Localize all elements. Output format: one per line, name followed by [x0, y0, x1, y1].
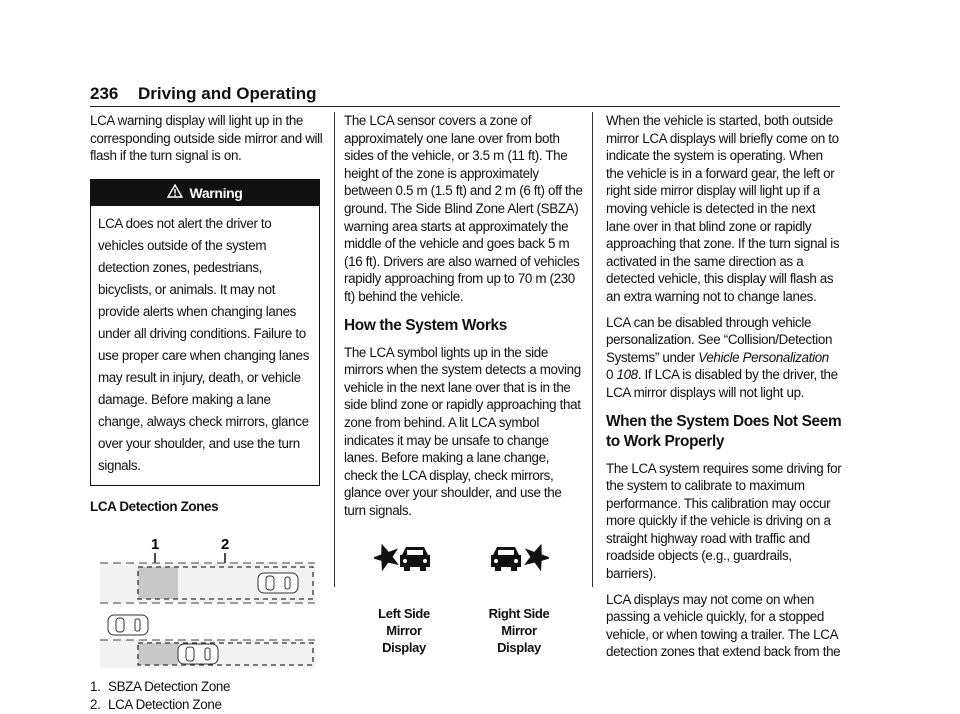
lca-detection-zones-diagram: [90, 523, 320, 668]
how-it-works-paragraph: The LCA symbol lights up in the side mirrors when the system detects a moving vehicle in the next lane over that is in the side blind zone or rapidly approaching that zone from behind. A lit LCA symbol indicates it may be unsafe to change lanes. Before making a lane change, check the LCA display, check mirrors, glance over your shoulder, and use the turn signals.: [344, 344, 581, 518]
section-heading-not-working: When the System Does Not Seem to Work Properly: [606, 412, 842, 450]
legend-item: 1. SBZA Detection Zone: [90, 679, 231, 695]
right-mirror-label-2: Display: [497, 640, 541, 656]
callout-1: 1: [151, 536, 159, 554]
warning-triangle-icon: [167, 180, 183, 206]
page-number: 236: [90, 84, 119, 103]
column-divider: [334, 112, 335, 587]
left-mirror-label-2: Display: [382, 640, 426, 656]
personalization-link[interactable]: Vehicle Personalization: [698, 349, 829, 365]
intro-paragraph: LCA warning display will light up in the corresponding outside side mirror and will flash if the turn signal is on.: [90, 113, 323, 164]
figure-title: LCA Detection Zones: [90, 498, 219, 514]
warning-text: LCA does not alert the driver to vehicles outside of the system detection zones, pedestrians, bicyclists, or animals. It may not provide alerts when changing lanes under all driving conditions. Failure to use proper care when changing lanes may result in injury, death, or vehicle damage. Before making a lane change, always check mirrors, glance over your shoulder, and use the turn signals.: [98, 215, 310, 473]
warning-header: [91, 180, 319, 206]
warning-box: [90, 179, 320, 486]
right-mirror-label: Right Side Mirror: [488, 606, 550, 639]
legend-item: 2. LCA Detection Zone: [90, 696, 222, 712]
column-divider: [592, 112, 593, 587]
disable-paragraph: LCA can be disabled through vehicle personalization. See “Collision/Detection Systems” under Vehicle Personalization 0 108. If LCA is disabled by the driver, the LCA mirror displays will not light up.: [606, 314, 838, 400]
column-3: [606, 112, 842, 669]
calibration-paragraph: The LCA system requires some driving for the system to calibrate to maximum performance. This calibration may occur more quickly if the vehicle is driving on a straight highway road with traffic and roadside objects (e.g., guardrails, barriers).: [606, 460, 842, 582]
callout-2: 2: [221, 536, 229, 554]
mirror-displays: [344, 541, 584, 656]
column-1: [90, 112, 330, 714]
page-header: [90, 82, 840, 107]
startup-paragraph: When the vehicle is started, both outside mirror LCA displays will briefly come on to indicate the system is operating. When the vehicle is in a forward gear, the left or right side mirror display will light up if a moving vehicle is detected in the next lane over in that blind zone or rapidly approaching that zone. If the turn signal is activated in the same direction as a detected vehicle, this display will flash as an extra warning not to change lanes.: [606, 113, 840, 304]
figure-legend: [90, 678, 330, 713]
zone-paragraph: The LCA sensor covers a zone of approximately one lane over from both sides of the vehicle, or 3.5 m (11 ft). The height of the zone is approximately between 0.5 m (1.5 ft) and 2 m (6 ft) off the ground. The Side Blind Zone Alert (SBZA) warning area starts at approximately the middle of the vehicle and goes back 5 m (16 ft). Drivers are also warned of vehicles rapidly approaching from up to 70 m (230 ft) behind the vehicle.: [344, 113, 583, 304]
limitations-paragraph: LCA displays may not come on when passing a vehicle quickly, for a stopped vehicle, or when towing a trailer. The LCA detection zones that extend back from the: [606, 591, 841, 660]
column-2: [344, 112, 584, 656]
right-mirror-display: [474, 541, 564, 656]
lca-left-symbol-icon: [374, 541, 434, 575]
left-mirror-display: [364, 541, 444, 656]
section-heading-how-it-works: How the System Works: [344, 316, 507, 334]
chapter-title: Driving and Operating: [138, 84, 317, 103]
lca-right-symbol-icon: [489, 541, 549, 575]
left-mirror-label: Left Side Mirror: [378, 606, 430, 639]
warning-title: Warning: [189, 184, 243, 201]
page-ref-arrow-icon: 0: [606, 367, 614, 383]
page-ref[interactable]: 108: [616, 367, 638, 383]
